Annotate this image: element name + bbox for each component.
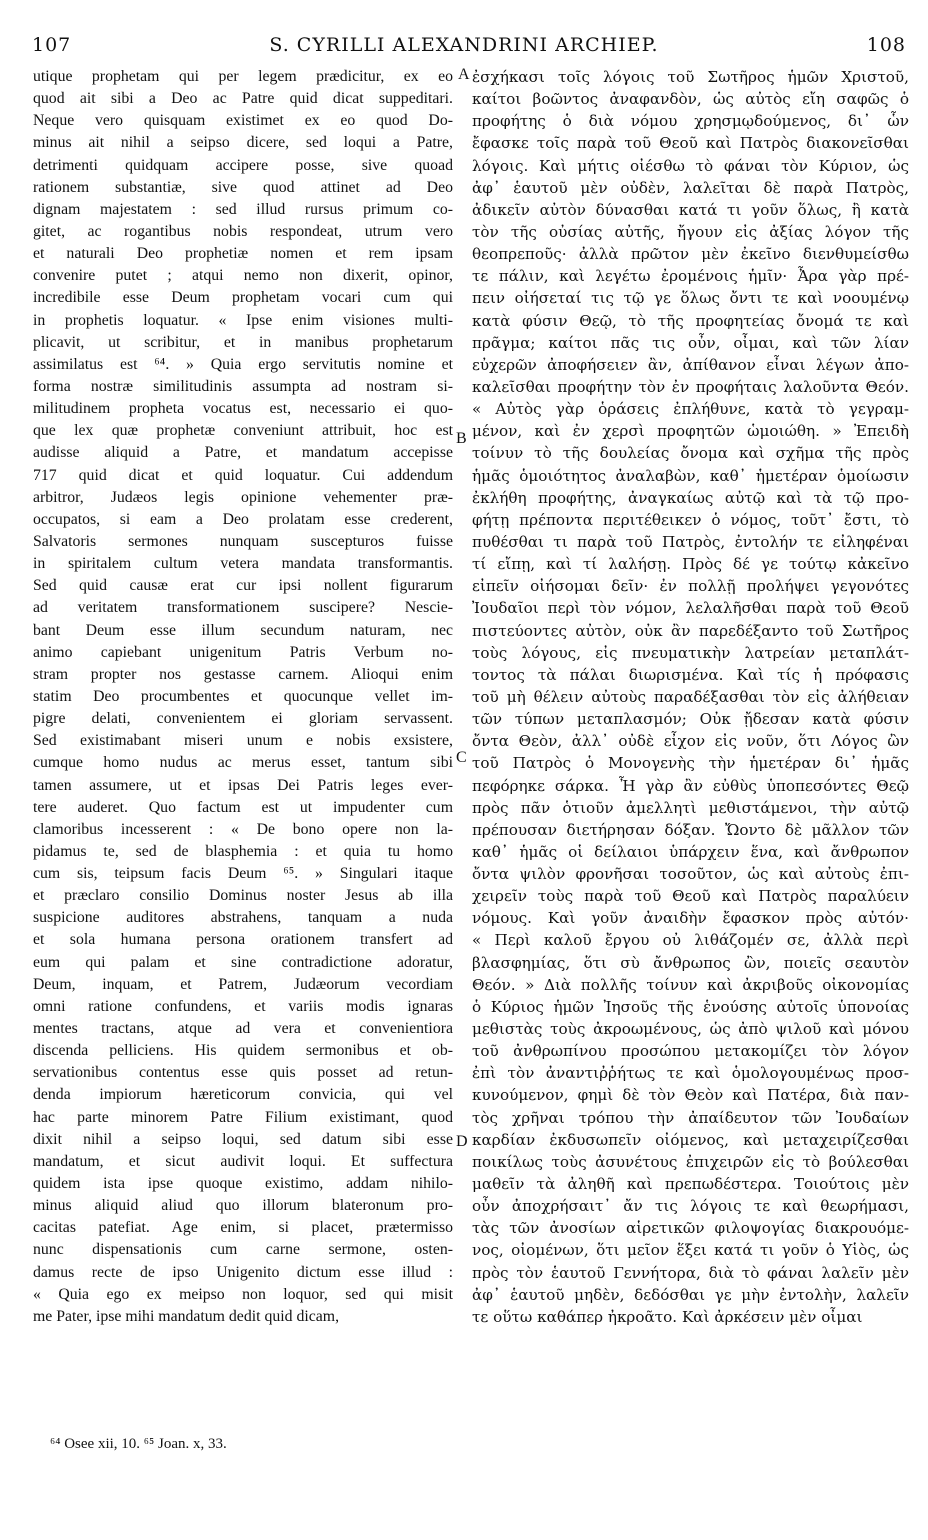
greek-text-line: βλασφημίας, ὅτι σὺ ἄνθρωπος ὢν, ποιεῖς σεαυτὸν: [472, 953, 909, 972]
greek-text-line: μαθεῖν τὰ ἀληθῆ καὶ πρεπωδέστερα. Τοιούτοις μὲν: [472, 1175, 909, 1194]
latin-text-line: plicavit, ut scribitur, et in manibus prophetarum: [33, 333, 453, 351]
greek-text-line: πρὸς τὸν ἑαυτοῦ Γεννήτορα, διὰ τὸ φάναι λαλεῖν μὲν: [472, 1263, 909, 1282]
greek-text-line: ὄντα ψιλὸν φρονῆσαι τοσοῦτον, ὡς καὶ αὐτοὺς ἐπι-: [472, 865, 909, 884]
greek-text-line: εὐχερῶν ἀποφήσειεν ἂν, ἀπίθανον εἶναι λέγων ἀπο-: [472, 355, 909, 374]
latin-text-line: discenda pelliciens. His quidem sermonibus et ob-: [33, 1042, 453, 1060]
greek-text-line: Θεόν. » Διὰ πολλῆς τοίνυν καὶ ἀκριβοῦς οἰκονομίας: [472, 975, 909, 994]
latin-text-line: cumque homo nudus ac merus esset, tantum sibi: [33, 754, 453, 772]
latin-text-line: rationem substantiæ, sive quod attinet ad Deo: [33, 178, 453, 196]
greek-text-line: ἐκλήθη προφήτης, ἀναγκαίως αὐτῷ καὶ τὰ τῷ προ-: [472, 488, 909, 507]
latin-text-line: occupatos, si eam a Deo prolatam esse crederent,: [33, 510, 453, 528]
greek-text-line: τὸς χρῆναι τρόπου τὴν ἀπαίδευτον τῶν Ἰουδαίων: [472, 1108, 909, 1127]
greek-text-line: « Περὶ καλοῦ ἔργου οὐ λιθάζομέν σε, ἀλλὰ περὶ: [472, 931, 909, 950]
latin-text-line: mandatum, et sicut audivit loqui. Et suffectura: [33, 1152, 453, 1170]
greek-text-line: ἐπὶ τὸν ἀναντιῤῥήτως τε καὶ ὁμολογουμένως προσ-: [472, 1064, 909, 1083]
latin-text-line: incredibile esse Deum prophetam vocari cum qui: [33, 289, 453, 307]
greek-text-line: ἀδικεῖν αὐτὸν δύνασθαι κατά τι γοῦν ὅλως, ἢ κατὰ: [472, 200, 909, 219]
margin-marker-c: C: [456, 749, 467, 766]
greek-text-line: κατὰ φύσιν Θεῷ, τὸ τῆς προφητείας ὄνομά τε καὶ: [472, 311, 909, 330]
latin-text-line: detrimenti quidquam accipere posse, sive quoad: [33, 156, 453, 174]
latin-text-line: dignam majestatem : sed illud rursus primum co-: [33, 200, 453, 218]
latin-text-line: Sed existimabant miseri unum e nobis exsistere,: [33, 732, 453, 750]
latin-text-line: Sed quid causæ erat cur ipsi nollent figurarum: [33, 577, 453, 595]
margin-marker-a: A: [458, 66, 470, 83]
greek-text-line: προφήτης ὁ διὰ νόμου χρησμῳδούμενος, δι᾽ ὧν: [472, 112, 909, 131]
greek-text-line: πρᾶγμα; καίτοι πᾶς τις οὖν, οἶμαι, καὶ τῶν λίαν: [472, 333, 909, 352]
greek-text-line: τὸν τῆς οὐσίας αὐτῆς, ἤγουν εἰς ἀξίας λόγον τῆς: [472, 222, 909, 241]
footnotes: ⁶⁴ Osee xii, 10. ⁶⁵ Joan. x, 33.: [50, 1436, 227, 1452]
latin-text-line: hac parte minorem Patre Filium existimant, quod: [33, 1108, 453, 1126]
greek-text-line: πρέπουσαν διετήρησαν δόξαν. Ὤοντο δὲ μᾶλλον τῶν: [472, 820, 909, 839]
latin-text-line: Salvatoris sermones nunquam suscepturos fuisse: [33, 532, 453, 550]
latin-text-line: statim Deo procumbentes et quocunque vellet im-: [33, 687, 453, 705]
latin-text-line: militudinem propheta vocatus est, necessario ei quo-: [33, 400, 453, 418]
latin-text-line: et naturali Deo prophetiæ nomen et rem ipsam: [33, 245, 453, 263]
greek-text-line: τε πάλιν, καὶ λεγέτω ἐρομένοις ἡμῖν· Ἆρα γὰρ πρέ-: [472, 267, 909, 286]
latin-text-line: ad veritatem transformationem suscipere? Nescie-: [33, 599, 453, 617]
latin-text-line: nunc dispensationis cum carne sermone, osten-: [33, 1241, 453, 1259]
latin-text-line: forma nostræ similitudinis assumpta ad nostram si-: [33, 377, 453, 395]
latin-text-line: suspicione auditores abstrahens, tanquam a nuda: [33, 909, 453, 927]
latin-text-line: animo capiebant unigenitum Patris Verbum no-: [33, 643, 453, 661]
latin-text-line: stram propter nos gestasse carnem. Alioqui enim: [33, 665, 453, 683]
greek-text-line: ὄντα Θεὸν, ἀλλ᾽ οὐδὲ εἶχον εἰς νοῦν, ὅτι Λόγος ὢν: [472, 732, 909, 751]
latin-text-line: et sola humana persona orationem transfert ad: [33, 931, 453, 949]
greek-text-line: τοὺς λόγους, εἰς πνευματικὴν λατρείαν μεταπλάτ-: [472, 643, 909, 662]
latin-text-line: denda impiorum hæreticorum convicia, qui vel: [33, 1086, 453, 1104]
latin-text-line: arbitror, Judæos legis opinione vehementer præ-: [33, 488, 453, 506]
greek-text-line: οὖν ἀποχρήσαιτ᾽ ἄν τις λόγοις τε καὶ θεωρήμασι,: [472, 1197, 909, 1216]
left-page-number: 107: [32, 34, 72, 56]
greek-text-line: πιστεύοντες αὐτὸν, οὐκ ἂν παρεδέξαντο τοῦ Σωτῆρος: [472, 621, 909, 640]
latin-text-line: « Quia ego ex meipso non loquor, sed qui misit: [33, 1285, 453, 1303]
greek-text-line: Ἰουδαῖοι περὶ τὸν νόμον, λελαλῆσθαι παρὰ τοῦ Θεοῦ: [472, 599, 909, 618]
latin-text-line: servationibus contentus esse quis posset ad retun-: [33, 1064, 453, 1082]
latin-text-line: omni ratione confundens, et variis modis ignaras: [33, 997, 453, 1015]
latin-text-line: Deum, inquam, et Patrem, Judæorum vecordiam: [33, 975, 453, 993]
greek-text-line: ποικίλως τοὺς ἀσυνέτους ἐπιχειρῶν εἰς τὸ βούλεσθαι: [472, 1152, 909, 1171]
greek-text-line: λόγοις. Καὶ μήτις οἰέσθω τὸ φάναι τὸν Κύριον, ὡς: [472, 156, 909, 175]
greek-text-line: ἀφ᾽ ἑαυτοῦ μηδὲν, δεδόσθαι γε μὴν ἐντολὴν, λαλεῖν: [472, 1285, 909, 1304]
latin-text-line: me Pater, ipse mihi mandatum dedit quid dicam,: [33, 1307, 340, 1325]
margin-marker-d: D: [456, 1133, 468, 1150]
latin-text-line: eum qui palam et sine contradictione adoratur,: [33, 953, 453, 971]
greek-text-line: κυνούμενον, φημὶ δὲ τὸν Θεὸν καὶ Πατέρα, διὰ παν-: [472, 1086, 909, 1105]
greek-text-line: τοντος τὰ πάλαι διωρισμένα. Καὶ τίς ἡ πρόφασις: [472, 665, 909, 684]
latin-text-line: assimilatus est ⁶⁴. » Quia ergo servitutis nomine et: [33, 355, 453, 373]
latin-text-line: dixit nihil a seipso loqui, sed datum sibi esse: [33, 1130, 453, 1148]
latin-text-line: in spiritalem cultum vetera mandata transformantis.: [33, 555, 453, 573]
greek-text-line: τὰς τῶν ἀνοσίων αἱρετικῶν φιλοψογίας διακρουόμε-: [472, 1219, 909, 1238]
greek-text-line: τί εἴπῃ, καὶ τί λαλήσῃ. Πρὸς δέ γε τούτῳ κἀκεῖνο: [472, 555, 909, 574]
greek-text-line: πρὸς πᾶν ὁτιοῦν ἀμελλητὶ μεθιστάμενοι, τὴν αὐτῷ: [472, 798, 909, 817]
greek-text-line: εἰπεῖν οἰήσομαι δεῖν· ἐν πολλῇ προλήψει γεγονότες: [472, 577, 909, 596]
greek-text-line: νος, οἰομένων, ὅτι μεῖον ἕξει κατά τι γοῦν ὁ Υἱὸς, ὡς: [472, 1241, 909, 1260]
greek-text-line: ὁ Κύριος ἡμῶν Ἰησοῦς τῆς ἑνούσης αὐτοῖς ὑπονοίας: [472, 997, 909, 1016]
greek-text-line: καλεῖσθαι προφήτην τὸν ἐν προφήταις λαλοῦντα Θεόν.: [472, 377, 909, 396]
latin-text-line: damus recte de ipso Unigenito dictum esse illud :: [33, 1263, 453, 1281]
latin-text-line: Neque vero quisquam existimet ex eo quod Do-: [33, 112, 453, 130]
greek-column: [472, 66, 909, 1328]
greek-text-line: καρδίαν ἐκδυσωπεῖν οἰόμενος, καὶ μεταχειρίζεσθαι: [472, 1130, 909, 1149]
latin-text-line: minus aliquid aliud quo illorum blateronum pro-: [33, 1197, 453, 1215]
greek-text-line: καθ᾽ ἡμᾶς οἱ δείλαιοι ὑπάρχειν ἕνα, καὶ ἄνθρωπον: [472, 842, 909, 861]
latin-text-line: tamen assumere, ut et ipsas Dei Patris leges ever-: [33, 776, 453, 794]
latin-text-line: que lex quæ prophetæ conveniunt attribuit, hoc est: [33, 422, 453, 440]
right-page-number: 108: [866, 34, 906, 56]
greek-text-line: τῶν τύπων μεταπλασμόν; Οὐκ ᾔδεσαν κατὰ φύσιν: [472, 710, 909, 729]
latin-text-line: convenire putet ; atqui nemo non dixerit, opinor,: [33, 267, 453, 285]
greek-text-line: « Αὐτὸς γὰρ ὁράσεις ἐπλήθυνε, κατὰ τὸ γεγραμ-: [472, 400, 909, 419]
greek-text-line: τοῦ ἀνθρωπίνου προσώπου μετακομίζει τὸν λόγον: [472, 1042, 909, 1061]
greek-text-line: μεθιστὰς τοὺς ἀκροωμένους, ὡς ἀπὸ ψιλοῦ καὶ μόνου: [472, 1020, 909, 1039]
latin-text-line: clamoribus incesserent : « De bono opere non la-: [33, 820, 453, 838]
greek-text-line: τε οὕτω καθάπερ ἠκροᾶτο. Καὶ ἀρκέσειν μὲν οἶμαι: [472, 1307, 863, 1326]
margin-marker-b: B: [456, 430, 467, 447]
latin-text-line: gitet, ac rogantibus nobis respondeat, utrum vero: [33, 222, 453, 240]
latin-text-line: utique prophetam qui per legem prædicitur, ex eo: [33, 68, 453, 85]
latin-text-line: cacitas patefiat. Age enim, si placet, prætermisso: [33, 1219, 453, 1237]
latin-text-line: audisse aliquid a Patre, et mandatum accepisse: [33, 444, 453, 462]
latin-column: [33, 66, 453, 1328]
greek-text-line: ἀφ᾽ ἑαυτοῦ μὲν οὐδὲν, λαλεῖται δὲ παρὰ Πατρὸς,: [472, 178, 909, 197]
latin-text-line: tere auderet. Quo factum est ut impudenter cum: [33, 798, 453, 816]
latin-text-line: in prophetis loquatur. « Ipse enim visiones multi-: [33, 311, 453, 329]
greek-text-line: νόμους. Καὶ γοῦν ἀναιδὴν ἔφασκον πρὸς αὐτόν·: [472, 909, 909, 928]
latin-text-line: quod ait sibi a Deo ac Patre quid dicat suppeditari.: [33, 90, 453, 108]
latin-text-line: quidem ista ipse quoque existimo, addam nihilo-: [33, 1175, 453, 1193]
latin-text-line: cum sis, teipsum facis Deum ⁶⁵. » Singulari itaque: [33, 865, 453, 883]
latin-text-line: mentes tractans, atque ad vera et convenientiora: [33, 1020, 453, 1038]
latin-text-line: bant Deum esse illum secundum naturam, nec: [33, 621, 453, 639]
greek-text-line: πεφόρηκε σάρκα. Ἦ γὰρ ἂν εὐθὺς ὑποπεσόντες Θεῷ: [472, 776, 909, 795]
greek-text-line: χειρεῖν τοὺς παρὰ τοῦ Θεοῦ καὶ Πατρὸς παραλύειν: [472, 887, 909, 906]
latin-text-line: 717 quid dicat et quid loquatur. Cui addendum: [33, 466, 453, 484]
greek-text-line: φήτῃ πρέποντα περιτέθεικεν ὁ νόμος, τοῦτ᾽ ἔστι, τὸ: [472, 510, 909, 529]
greek-text-line: πυθέσθαι τι παρὰ τοῦ Πατρὸς, ἐντολήν τε εἰληφέναι: [472, 532, 909, 551]
greek-text-line: ἔφασκε τοῖς παρὰ τοῦ Θεοῦ καὶ Πατρὸς διακονεῖσθαι: [472, 134, 909, 153]
latin-text-line: minus ait nihil a seipso dicere, sed loqui a Patre,: [33, 134, 453, 152]
greek-text-line: θεοπρεποῦς· ἀλλὰ πρῶτον μὲν ἐκεῖνο διενθυμείσθω: [472, 245, 909, 264]
greek-text-line: ἡμᾶς ὁμοιότητος ἀναλαβὼν, καθ᾽ ἡμετέραν ὁμοίωσιν: [472, 466, 909, 485]
greek-text-line: ἐσχήκασι τοῖς λόγοις τοῦ Σωτῆρος ἡμῶν Χριστοῦ,: [472, 68, 909, 86]
greek-text-line: τοῦ Πατρὸς ὁ Μονογενὴς τὴν ἡμετέραν δι᾽ ἡμᾶς: [472, 754, 909, 773]
greek-text-line: πειν οἰήσεταί τις τῷ γε ὅλως ὄντι τε καὶ νοουμένῳ: [472, 289, 909, 308]
running-title: S. CYRILLI ALEXANDRINI ARCHIEP.: [269, 34, 659, 56]
latin-text-line: pigre delati, convenientem ei gloriam servassent.: [33, 710, 453, 728]
greek-text-line: καίτοι βοῶντος ἀναφανδὸν, ὡς αὐτὸς εἴη σαφῶς ὁ: [472, 90, 909, 109]
latin-text-line: pidamus te, sed de blasphemia : et quia tu homo: [33, 842, 453, 860]
latin-text-line: et præclaro consilio Dominus noster Jesus ab illa: [33, 887, 453, 905]
greek-text-line: τοῦ μὴ θέλειν αὐτοὺς παραδέξασθαι τὸν εἰς ἀλήθειαν: [472, 687, 909, 706]
greek-text-line: μένον, καὶ ἐν χερσὶ προφητῶν ὡμοιώθη. » Ἐπειδὴ: [472, 422, 909, 441]
greek-text-line: τοίνυν τὸ τῆς δουλείας ὄνομα καὶ σχῆμα τῆς πρὸς: [472, 444, 909, 463]
